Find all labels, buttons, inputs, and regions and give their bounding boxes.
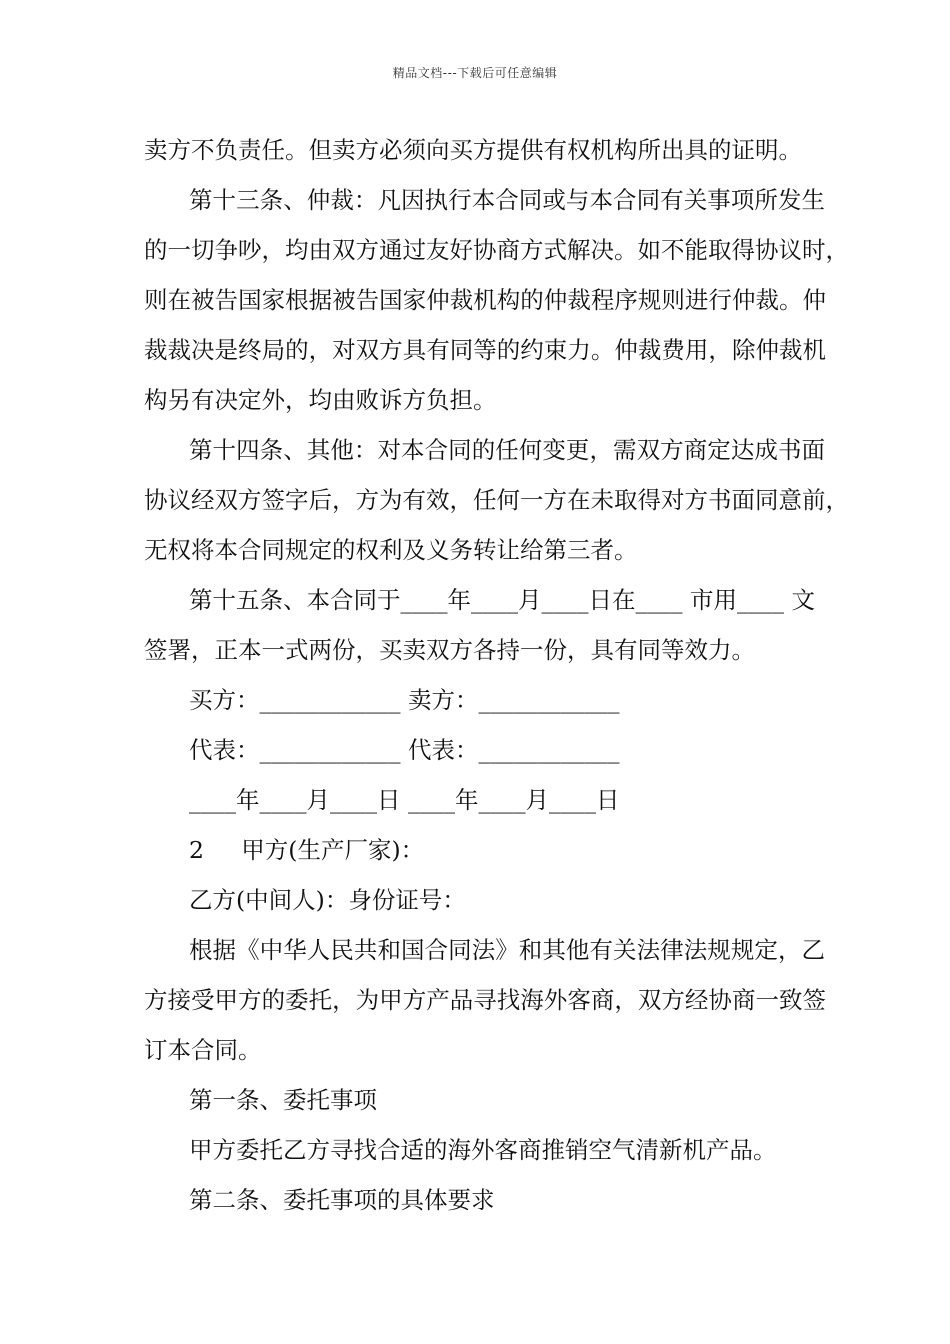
signature-line-dates: ____年____月____日 ____年____月____日 xyxy=(189,786,620,814)
paragraph-line: 卖方不负责任。但卖方必须向买方提供有权机构所出具的证明。 xyxy=(144,136,802,164)
paragraph-line: 则在被告国家根据被告国家仲裁机构的仲裁程序规则进行仲裁。仲 xyxy=(144,286,826,314)
article-heading: 第二条、委托事项的具体要求 xyxy=(189,1186,495,1214)
paragraph-line: 第十五条、本合同于____年____月____日在____ 市用____ 文 xyxy=(189,586,815,614)
paragraph-line: 构另有决定外，均由败诉方负担。 xyxy=(144,386,497,414)
paragraph-line: 根据《中华人民共和国合同法》和其他有关法律法规规定，乙 xyxy=(189,936,825,964)
section-heading: 2 甲方(生产厂家)： xyxy=(189,836,425,864)
article-heading: 第一条、委托事项 xyxy=(189,1086,377,1114)
paragraph-line: 甲方委托乙方寻找合适的海外客商推销空气清新机产品。 xyxy=(189,1136,777,1164)
page-header: 精品文档---下载后可任意编辑 xyxy=(392,66,558,80)
paragraph-line: 订本合同。 xyxy=(144,1036,262,1064)
paragraph-line: 无权将本合同规定的权利及义务转让给第三者。 xyxy=(144,536,638,564)
paragraph-line: 协议经双方签字后，方为有效，任何一方在未取得对方书面同意前， xyxy=(144,486,849,514)
paragraph-line: 方接受甲方的委托，为甲方产品寻找海外客商，双方经协商一致签 xyxy=(144,986,826,1014)
paragraph-line: 裁裁决是终局的，对双方具有同等的约束力。仲裁费用，除仲裁机 xyxy=(144,336,826,364)
paragraph-line: 的一切争吵，均由双方通过友好协商方式解决。如不能取得协议时， xyxy=(144,236,849,264)
signature-line-parties: 买方：____________ 卖方：____________ xyxy=(189,686,620,714)
paragraph-line: 乙方(中间人)：身份证号： xyxy=(189,886,466,914)
signature-line-representatives: 代表：____________ 代表：____________ xyxy=(189,736,620,764)
paragraph-line: 第十三条、仲裁：凡因执行本合同或与本合同有关事项所发生 xyxy=(189,186,825,214)
paragraph-line: 签署，正本一式两份，买卖双方各持一份，具有同等效力。 xyxy=(144,636,755,664)
paragraph-line: 第十四条、其他：对本合同的任何变更，需双方商定达成书面 xyxy=(189,436,825,464)
